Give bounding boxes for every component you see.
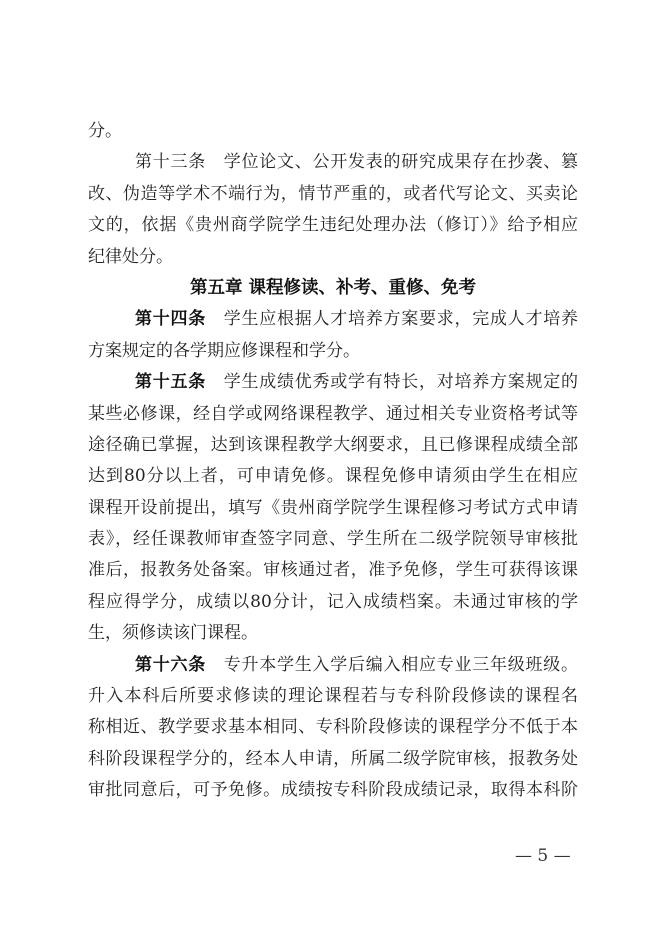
article-15-line: 途径确已掌握，达到该课程教学大纲要求，且已修课程成绩全部 xyxy=(88,434,578,455)
article-16-line: 审批同意后，可予免修。成绩按专科阶段成绩记录，取得本科阶 xyxy=(88,780,578,801)
article-13-line: 纪律处分。 xyxy=(88,246,173,267)
article-14-line: 方案规定的各学期应修课程和学分。 xyxy=(88,340,360,361)
article-15-line: 达到80分以上者，可申请免修。课程免修申请须由学生在相应 xyxy=(88,466,578,487)
article-15-line: 某些必修课，经自学或网络课程教学、通过相关专业资格考试等 xyxy=(88,403,578,424)
article-16-line: 升入本科后所要求修读的理论课程若与专科阶段修读的课程名 xyxy=(88,686,578,707)
article-15-title: 第十五条 xyxy=(135,372,206,393)
article-15-line: 准后，报教务处备案。审核通过者，准予免修，学生可获得该课 xyxy=(88,560,578,581)
article-16-line xyxy=(88,650,578,681)
article-15-line: 课程开设前提出，填写《贵州商学院学生课程修习考试方式申请 xyxy=(88,497,578,518)
article-13-line: 改、伪造等学术不端行为，情节严重的，或者代写论文、买卖论 xyxy=(88,183,578,204)
article-13-line: 第十三条 学位论文、公开发表的研究成果存在抄袭、篡 xyxy=(135,152,578,173)
article-16-text: 专升本学生入学后编入相应专业三年级班级。 xyxy=(206,654,578,675)
article-14-line xyxy=(88,304,578,335)
text-line: 分。 xyxy=(88,121,122,141)
document-body xyxy=(88,116,578,807)
article-16-title: 第十六条 xyxy=(135,654,206,675)
chapter-heading: 第五章 课程修读、补考、重修、免考 xyxy=(189,277,477,298)
article-15-line: 生，须修读该门课程。 xyxy=(88,623,258,644)
article-15-text: 学生成绩优秀或学有特长，对培养方案规定的 xyxy=(206,372,578,393)
article-13-line: 文的，依据《贵州商学院学生违纪处理办法（修订）》给予相应 xyxy=(88,215,578,236)
article-15-line: 表》，经任课教师审查签字同意、学生所在二级学院领导审核批 xyxy=(88,529,578,550)
article-16-line: 称相近、教学要求基本相同、专科阶段修读的课程学分不低于本 xyxy=(88,717,578,738)
article-15-line: 程应得学分，成绩以80分计，记入成绩档案。未通过审核的学 xyxy=(88,591,578,612)
article-14-title: 第十四条 xyxy=(135,309,206,330)
article-14-text: 学生应根据人才培养方案要求，完成人才培养 xyxy=(206,309,578,330)
article-16-line: 科阶段课程学分的，经本人申请，所属二级学院审核，报教务处 xyxy=(88,748,578,769)
page-number: — 5 — xyxy=(515,846,571,866)
article-15-line xyxy=(88,367,578,398)
